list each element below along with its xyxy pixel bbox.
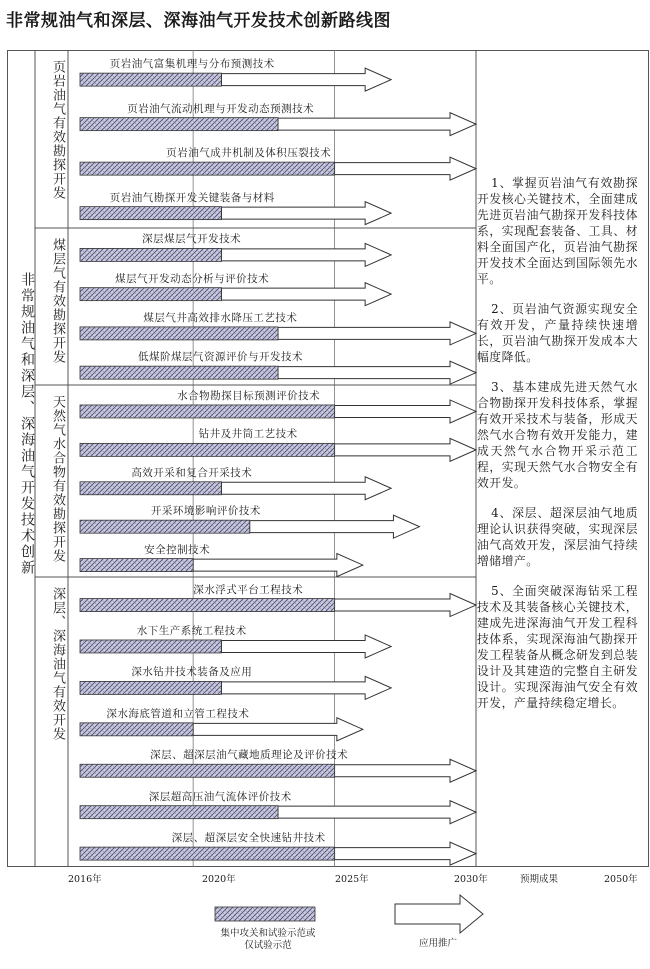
promotion-arrow bbox=[335, 400, 476, 423]
tech-label: 高效开采和复合开采技术 bbox=[131, 466, 253, 479]
tick-2016: 2016年 bbox=[68, 874, 102, 885]
group-label-3: 天然气水合物有效勘探开发 bbox=[50, 395, 65, 563]
research-bar bbox=[80, 288, 221, 301]
research-bar bbox=[80, 764, 335, 777]
outcome-2: 2、页岩油气资源实现安全有效开发，产量持续快速增长，页岩油气勘探开发成本大幅度降低。 bbox=[477, 302, 638, 364]
promotion-arrow bbox=[278, 322, 476, 345]
tech-label: 煤层气开发动态分析与评价技术 bbox=[115, 272, 270, 285]
expected-outcomes bbox=[477, 175, 638, 725]
promotion-arrow bbox=[221, 477, 391, 500]
promotion-arrow bbox=[278, 801, 476, 824]
tick-2020: 2020年 bbox=[202, 874, 236, 885]
promotion-arrow bbox=[335, 759, 476, 782]
promotion-arrow bbox=[221, 202, 391, 225]
tick-2025: 2025年 bbox=[335, 874, 369, 885]
research-bar bbox=[80, 482, 221, 495]
outcome-5: 5、全面突破深海钻采工程技术及其装备核心关键技术，建成先进深海油气开发工程科技体系，实现深海油气勘探开发工程装备从概念研发到总装设计及其建造的完整自主研发设计。实现深海油气安全有效开发，产量持续稳定增长。 bbox=[477, 584, 638, 710]
tech-label: 页岩油气勘探开发关键装备与材料 bbox=[109, 191, 275, 204]
tick-expected-outcomes: 预期成果 bbox=[520, 874, 559, 885]
promotion-arrow bbox=[221, 68, 391, 91]
tick-2050: 2050年 bbox=[604, 874, 638, 885]
promotion-arrow bbox=[335, 594, 476, 617]
research-bar bbox=[80, 806, 278, 819]
tech-label: 深层超高压油气流体评价技术 bbox=[148, 790, 292, 803]
research-bar bbox=[80, 443, 335, 456]
research-bar bbox=[80, 366, 278, 379]
research-bar bbox=[80, 207, 221, 220]
research-bar bbox=[80, 405, 335, 418]
tech-label: 开采环境影响评价技术 bbox=[150, 505, 261, 518]
legend-arrow-swatch bbox=[395, 895, 483, 933]
outcome-3: 3、基本建成先进天然气水合物勘探开发科技体系，掌握有效开采技术与装备，形成天然气水合物有效开发能力，建成天然气水合物开采示范工程，实现天然气水合物安全有效开发。 bbox=[477, 380, 638, 490]
tech-label: 钻井及井筒工艺技术 bbox=[198, 428, 298, 441]
promotion-arrow bbox=[193, 718, 363, 741]
promotion-arrow bbox=[335, 157, 476, 180]
tech-label: 安全控制技术 bbox=[144, 543, 211, 556]
research-bar bbox=[80, 599, 335, 612]
research-bar bbox=[80, 723, 193, 736]
promotion-arrow bbox=[221, 243, 391, 266]
promotion-arrow bbox=[221, 635, 391, 658]
research-bar bbox=[80, 847, 335, 860]
tech-label: 深水海底管道和立管工程技术 bbox=[106, 707, 250, 720]
research-bar bbox=[80, 681, 221, 694]
outcome-1: 1、掌握页岩油气有效勘探开发核心关键技术，全面建成先进页岩油气勘探开发科技体系，实现配套装备、工具、材料全面国产化，页岩油气勘探开发技术全面达到国际领先水平。 bbox=[477, 176, 638, 286]
outcome-4: 4、深层、超深层油气地质理论认识获得突破，实现深层油气高效开发，深层油气持续增储增产。 bbox=[477, 506, 638, 568]
main-axis-label: 非常规油气和深层、深海油气开发技术创新 bbox=[19, 272, 35, 576]
tech-label: 页岩油气成井机制及体积压裂技术 bbox=[166, 147, 332, 160]
page-title: 非常规油气和深层、深海油气开发技术创新路线图 bbox=[6, 11, 391, 31]
tech-label: 水合物勘探目标预测评价技术 bbox=[177, 389, 321, 402]
legend-arrow-label: 应用推广 bbox=[418, 938, 457, 949]
promotion-arrow bbox=[221, 283, 391, 306]
legend-hatch-label: 集中攻关和试验示范或仅试验示范 bbox=[220, 928, 316, 951]
promotion-arrow bbox=[335, 842, 476, 865]
promotion-arrow bbox=[278, 361, 476, 384]
research-bar bbox=[80, 520, 250, 533]
roadmap-frame bbox=[7, 50, 649, 867]
tech-label: 深层、超深层油气藏地质理论及评价技术 bbox=[150, 749, 349, 762]
tech-label: 页岩油气富集机理与分布预测技术 bbox=[109, 58, 275, 71]
tick-2030: 2030年 bbox=[454, 874, 488, 885]
tech-label: 深层、超深层安全快速钻井技术 bbox=[171, 832, 326, 845]
tech-label: 低煤阶煤层气资源评价与开发技术 bbox=[138, 351, 303, 364]
group-label-1: 页岩油气有效勘探开发 bbox=[50, 60, 65, 200]
tech-label: 深层煤层气开发技术 bbox=[142, 233, 242, 246]
promotion-arrow bbox=[221, 676, 391, 699]
tech-label: 水下生产系统工程技术 bbox=[136, 624, 247, 637]
tech-label: 页岩油气流动机理与开发动态预测技术 bbox=[127, 102, 315, 115]
research-bar bbox=[80, 248, 221, 261]
tech-label: 煤层气井高效排水降压工艺技术 bbox=[143, 311, 298, 324]
promotion-arrow bbox=[193, 554, 363, 577]
research-bar bbox=[80, 559, 193, 572]
tech-label: 深水钻井技术装备及应用 bbox=[131, 666, 253, 679]
legend-hatch-swatch bbox=[215, 907, 315, 921]
research-bar bbox=[80, 118, 278, 131]
group-label-4: 深层、深海油气有效开发 bbox=[50, 587, 65, 741]
promotion-arrow bbox=[335, 438, 476, 461]
research-bar bbox=[80, 327, 278, 340]
group-label-2: 煤层气有效勘探开发 bbox=[50, 238, 65, 364]
tech-label: 深水浮式平台工程技术 bbox=[193, 583, 304, 596]
research-bar bbox=[80, 73, 221, 86]
research-bar bbox=[80, 640, 221, 653]
legend bbox=[0, 890, 650, 969]
promotion-arrow bbox=[278, 113, 476, 136]
research-bar bbox=[80, 162, 335, 175]
